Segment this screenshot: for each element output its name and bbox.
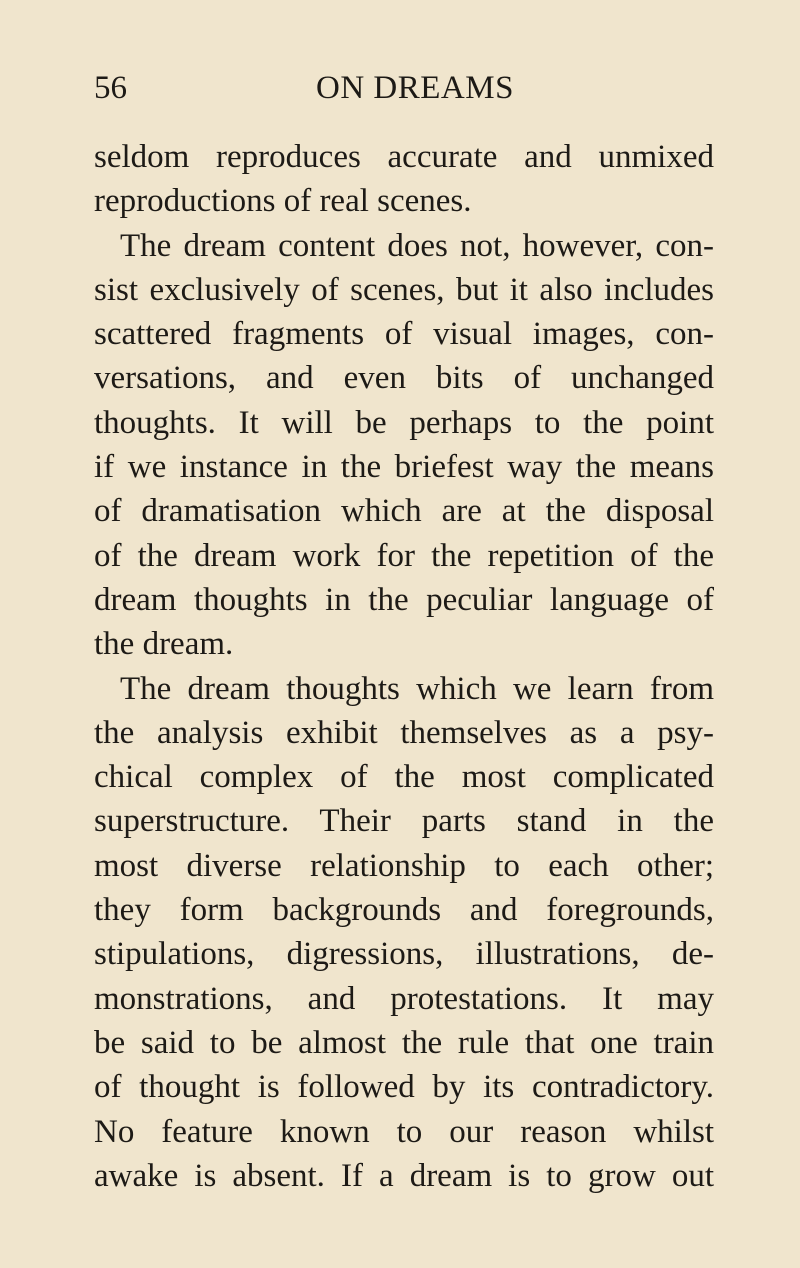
text-line: the dream.: [94, 626, 234, 663]
text-line: of dramatisation which are at the disposal: [94, 493, 714, 530]
text-line: stipulations, digressions, illustrations, de-: [94, 936, 714, 973]
text-line: if we instance in the briefest way the means: [94, 449, 714, 486]
text-line: awake is absent. If a dream is to grow out: [94, 1157, 714, 1194]
text-line: sist exclusively of scenes, but it also includes: [94, 271, 714, 308]
text-line: of the dream work for the repetition of the: [94, 537, 714, 574]
text-line: seldom reproduces accurate and unmixed: [94, 139, 714, 175]
text-line: the analysis exhibit themselves as a psy-: [94, 714, 714, 751]
text-line: of thought is followed by its contradictory.: [94, 1069, 714, 1106]
text-line: reproductions of real scenes.: [94, 183, 472, 220]
text-line: monstrations, and protestations. It may: [94, 980, 714, 1017]
text-line: dream thoughts in the peculiar language of: [94, 581, 714, 618]
text-line: most diverse relationship to each other;: [94, 847, 714, 884]
text-line: scattered fragments of visual images, con-: [94, 316, 714, 353]
text-line: The dream thoughts which we learn from: [120, 670, 714, 707]
text-line: versations, and even bits of unchanged: [94, 360, 714, 397]
body-text: [94, 135, 714, 1198]
text-line: superstructure. Their parts stand in the: [94, 803, 714, 840]
page-header: [94, 68, 714, 108]
page-number: 56: [94, 70, 127, 106]
text-line: chical complex of the most complicated: [94, 759, 714, 796]
text-line: they form backgrounds and foregrounds,: [94, 892, 714, 929]
text-line: The dream content does not, however, con-: [120, 227, 714, 264]
running-head: ON DREAMS: [316, 70, 514, 106]
text-line: be said to be almost the rule that one train: [94, 1024, 714, 1061]
text-line: thoughts. It will be perhaps to the point: [94, 404, 714, 441]
text-line: No feature known to our reason whilst: [94, 1113, 714, 1150]
